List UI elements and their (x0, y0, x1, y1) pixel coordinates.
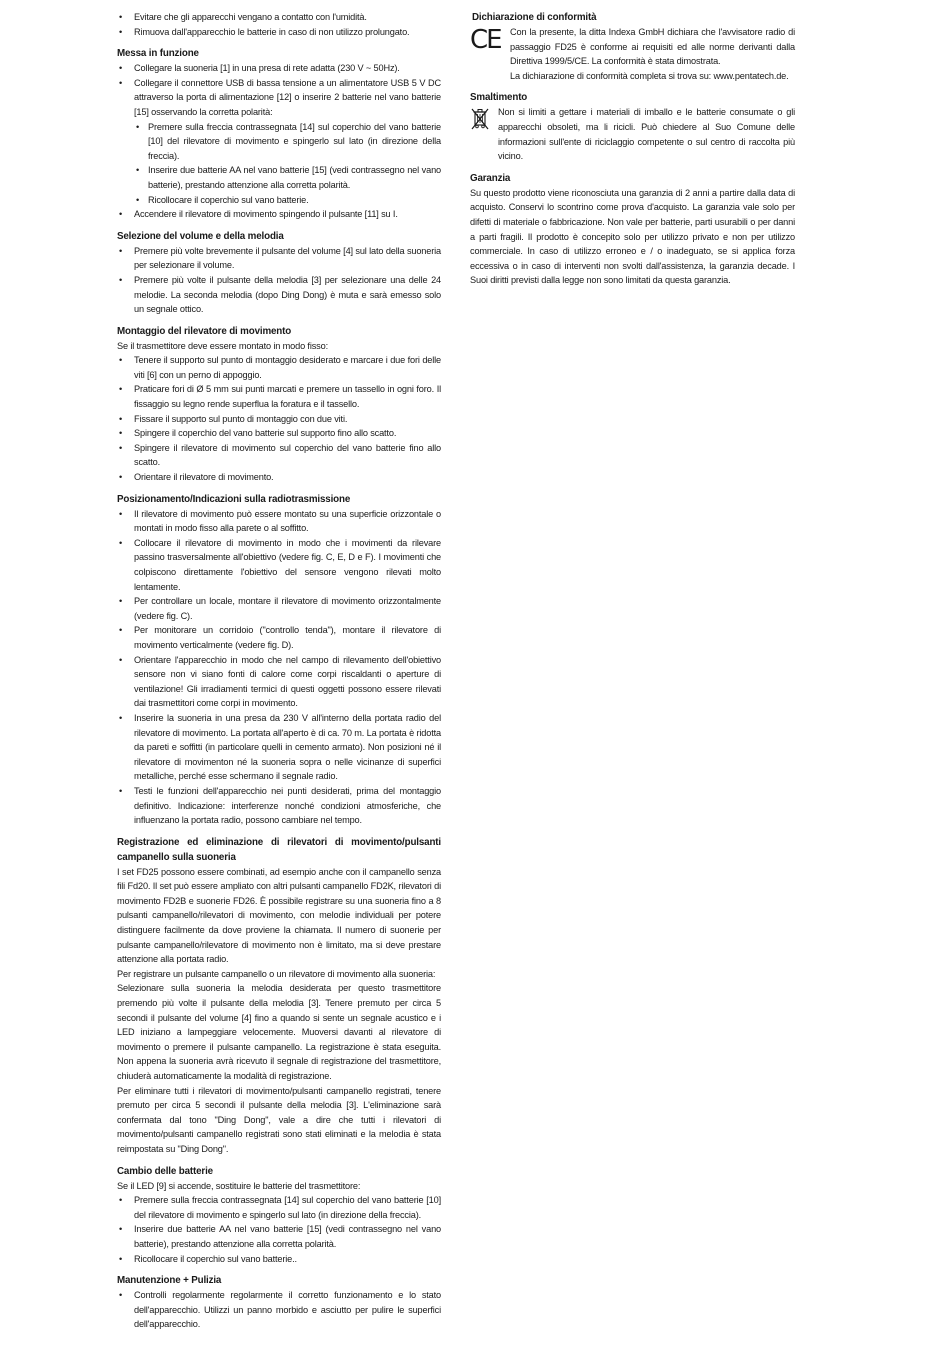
section-heading: Montaggio del rilevatore di movimento (117, 325, 292, 337)
garanzia-section (470, 171, 795, 288)
section-heading: Dichiarazione di conformità (472, 12, 597, 23)
section-intro: Se il LED [9] si accende, sostituire le batterie del trasmettitore: (117, 1180, 361, 1191)
section-heading: Garanzia (470, 172, 511, 184)
list-item: • Orientare l'apparecchio in modo che nel campo di rilevamento dell'obiettivo sensore non vi siano fonti di calore come corpi riscaldanti o aperture di ventilazione! Gli irradiamenti termici di questi oggetti possono essere rilevati dai trasmettitori come corpi in movimento. (117, 653, 441, 711)
conformita-body (470, 25, 795, 83)
posizionamento-list (117, 507, 441, 828)
volume-list (117, 244, 441, 317)
section-heading: Selezione del volume e della melodia (117, 230, 284, 242)
list-item: • Per monitorare un corridoio ("controllo tenda"), montare il rilevatore di movimento verticalmente (vedere fig. D). (117, 623, 441, 652)
list-item: • Spingere il coperchio del vano batterie sul supporto fino allo scatto. (117, 426, 441, 441)
list-item: • Spingere il rilevatore di movimento sul coperchio del vano batterie fino allo scatto. (117, 441, 441, 470)
list-item: • Ricollocare il coperchio sul vano batterie.. (117, 1252, 441, 1267)
paragraph: Per registrare un pulsante campanello o un rilevatore di movimento alla suoneria: (117, 968, 436, 979)
list-item: • Il rilevatore di movimento può essere montato su una superficie orizzontale o montati in modo fisso alla parete o al soffitto. (117, 507, 441, 536)
list-item: • Premere sulla freccia contrassegnata [14] sul coperchio del vano batterie [10] del rilevatore di movimento e spingerlo sul lato (in direzione della freccia). (117, 1193, 441, 1222)
paragraph: Selezionare sulla suoneria la melodia desiderata per questo trasmettitore premendo più volte il pulsante della melodia [3]. Tenere premuto per circa 5 secondi il pulsante del volume [4] fino a quando si sente un segnale acustico e i LED iniziano a lampeggiare velocemente. Muoversi davanti al rilevatore di movimento o premere il pulsante campanello. La registrazione è stata eseguita. Non appena la suoneria avrà ricevuto il segnale di registrazione del trasmettitore, chiuderà automaticamente la modalità di registrazione. (117, 983, 441, 1081)
list-item: • Accendere il rilevatore di movimento spingendo il pulsante [11] su I. (117, 207, 441, 222)
paragraph: Su questo prodotto viene riconosciuta una garanzia di 2 anni a partire dalla data di acquisto. Conservi lo scontrino come prova d'acquisto. La garanzia vale solo per difetti di materiale o fabbricazione. Non vale per batterie, parti usurabili o per danni a parti fragili. Il prodotto è concepito solo per utilizzo privato e non per utilizzo commerciale. In caso di utilizzo erroneo e / o inadeguato, se si applica forza eccessiva o in caso di interventi non svolti dall'assistenza, la garanzia decade. I Suoi diritti previsti dalla legge non sono limitati da questa garanzia. (470, 187, 795, 286)
cambio-section (117, 1164, 441, 1267)
section-heading: Cambio delle batterie (117, 1165, 213, 1177)
list-item: • Premere più volte il pulsante della melodia [3] per selezionare una delle 24 melodie. La seconda melodia (dopo Ding Dong) è muta e sarà emesso solo un segnale ottico. (117, 273, 441, 317)
list-item: • Testi le funzioni dell'apparecchio nei punti desiderati, prima del montaggio definitivo. Indicazione: interferenze nonché condizioni atmosferiche, che influenzano la portata radio, possono cambiare nel tempo. (117, 784, 441, 828)
messa-sublist (134, 120, 441, 208)
list-item: • Premere più volte brevemente il pulsante del volume [4] sul lato della suoneria per selezionare il volume. (117, 244, 441, 273)
crossed-bin-icon (470, 107, 490, 136)
montaggio-list (117, 353, 441, 484)
list-item: • Evitare che gli apparecchi vengano a contatto con l'umidità. (117, 10, 441, 25)
section-heading: Posizionamento/Indicazioni sulla radiotrasmissione (117, 493, 351, 505)
cambio-list (117, 1193, 441, 1266)
list-item: • Inserire la suoneria in una presa da 230 V all'interno della portata radio del rilevatore di movimento. La portata all'aperto è di ca. 70 m. La portata è ridotta da pareti e soffitti (in particolare quelli in cemento armato). Non posizioni né il rilevatore di movimenton né la suoneria sopra o nelle vicinanze di superfici metalliche, perché esse schermano il segnale radio. (117, 711, 441, 784)
paragraph: Per eliminare tutti i rilevatori di movimento/pulsanti campanello registrati, tenere premuto per circa 5 secondi il pulsante della melodia [3]. L'eliminazione sarà confermata dal tono "Ding Dong", vale a dire che tutti i rilevatori di movimento/pulsanti campanello registrati sono stati eliminati e la melodia è stata reimpostata su "Ding Dong". (117, 1085, 441, 1154)
intro-list (117, 10, 441, 39)
list-item: • Rimuova dall'apparecchio le batterie in caso di non utilizzo prolungato. (117, 25, 441, 40)
list-item: • Inserire due batterie AA nel vano batterie [15] (vedi contrassegno nel vano batterie), prestando attenzione alla corretta polarità. (134, 163, 441, 192)
list-item: • Collegare la suoneria [1] in una presa di rete adatta (230 V ~ 50Hz). (117, 61, 441, 76)
list-item: • Praticare fori di Ø 5 mm sui punti marcati e premere un tassello in ogni foro. Il fissaggio su legno rende superflua la foratura e il tassello. (117, 382, 441, 411)
list-item: • Premere sulla freccia contrassegnata [14] sul coperchio del vano batterie [10] del rilevatore di movimento e spingerlo sul lato (in direzione della freccia). (134, 120, 441, 164)
list-item: • Inserire due batterie AA nel vano batterie [15] (vedi contrassegno nel vano batterie), prestando attenzione alla corretta polarità. (117, 1222, 441, 1251)
crossed-bin-icon-svg (470, 107, 490, 131)
smaltimento-body (470, 105, 795, 163)
list-item: • Fissare il supporto sul punto di montaggio con due viti. (117, 412, 441, 427)
messa-list-end (117, 207, 441, 222)
list-item: • Collegare il connettore USB di bassa tensione a un alimentatore USB 5 V DC attraverso la porta di alimentazione [12] o inserire 2 batterie nel vano batterie [15] osservando la corretta polarità: (117, 76, 441, 120)
list-item: • Collocare il rilevatore di movimento in modo che i movimenti da rilevare passino trasversalmente all'obiettivo (vedere fig. C, E, D e F). I movimenti che colpiscono direttamente l'obiettivo del sensore vengono rilevati molto lentamente. (117, 536, 441, 594)
section-heading: Manutenzione + Pulizia (117, 1275, 222, 1287)
volume-section (117, 229, 441, 317)
section-heading: Smaltimento (470, 92, 528, 104)
paragraph: I set FD25 possono essere combinati, ad esempio anche con il campanello senza fili Fd20. Il set può essere ampliato con altri pulsanti campanello FD2K, rilevatori di movimento FD2B e suonerie FD26. È possibile registrare su una suoneria fino a 8 pulsanti campanello/rilevatori di movimento, con melodie individuali per potere distinguere facilmente da dove proviene la chiamata. Il numero di suonerie per pulsante campanello/rilevatore di movimento non è limitato, ma si deve prestare attenzione alla portata radio. (117, 866, 441, 965)
intro-section (117, 10, 441, 39)
section-intro: Se il trasmettitore deve essere montato in modo fisso: (117, 340, 328, 351)
messa-list (117, 61, 441, 119)
paragraph: Con la presente, la ditta Indexa GmbH dichiara che l'avvisatore radio di passaggio FD25 è conforme ai requisiti ed alle norme derivanti dalla Direttiva 1999/5/CE. La conformità è stata dimostrata. (510, 27, 795, 67)
paragraph: La dichiarazione di conformità completa si trova su: www.pentatech.de. (510, 70, 789, 81)
list-item: • Per controllare un locale, montare il rilevatore di movimento orizzontalmente (vedere fig. C). (117, 594, 441, 623)
conformita-section (470, 10, 795, 83)
list-item: • Ricollocare il coperchio sul vano batterie. (134, 193, 441, 208)
right-column (470, 10, 795, 295)
messa-section (117, 46, 441, 222)
manutenzione-list (117, 1288, 441, 1332)
registrazione-section (117, 835, 441, 1157)
list-item: • Tenere il supporto sul punto di montaggio desiderato e marcare i due fori delle viti [6] con un perno di appoggio. (117, 353, 441, 382)
section-heading: Registrazione ed eliminazione di rilevatori di movimento/pulsanti campanello sulla suoneria (117, 836, 441, 863)
ce-mark-icon: CE (470, 25, 501, 55)
section-heading: Messa in funzione (117, 48, 199, 60)
manutenzione-section (117, 1273, 441, 1332)
left-column (117, 10, 441, 1339)
paragraph: Non si limiti a gettare i materiali di imballo e le batterie consumate o gli apparecchi obsoleti, ma li ricicli. Può chiedere al Suo Comune delle informazioni sull'ente di riciclaggio competente o sul centro di raccolta più vicino. (498, 107, 795, 162)
smaltimento-section (470, 90, 795, 163)
montaggio-section (117, 324, 441, 485)
list-item: • Orientare il rilevatore di movimento. (117, 470, 441, 485)
list-item: • Controlli regolarmente regolarmente il corretto funzionamento e lo stato dell'apparecchio. Utilizzi un panno morbido e asciutto per pulire le superfici dell'apparecchio. (117, 1288, 441, 1332)
posizionamento-section (117, 492, 441, 828)
